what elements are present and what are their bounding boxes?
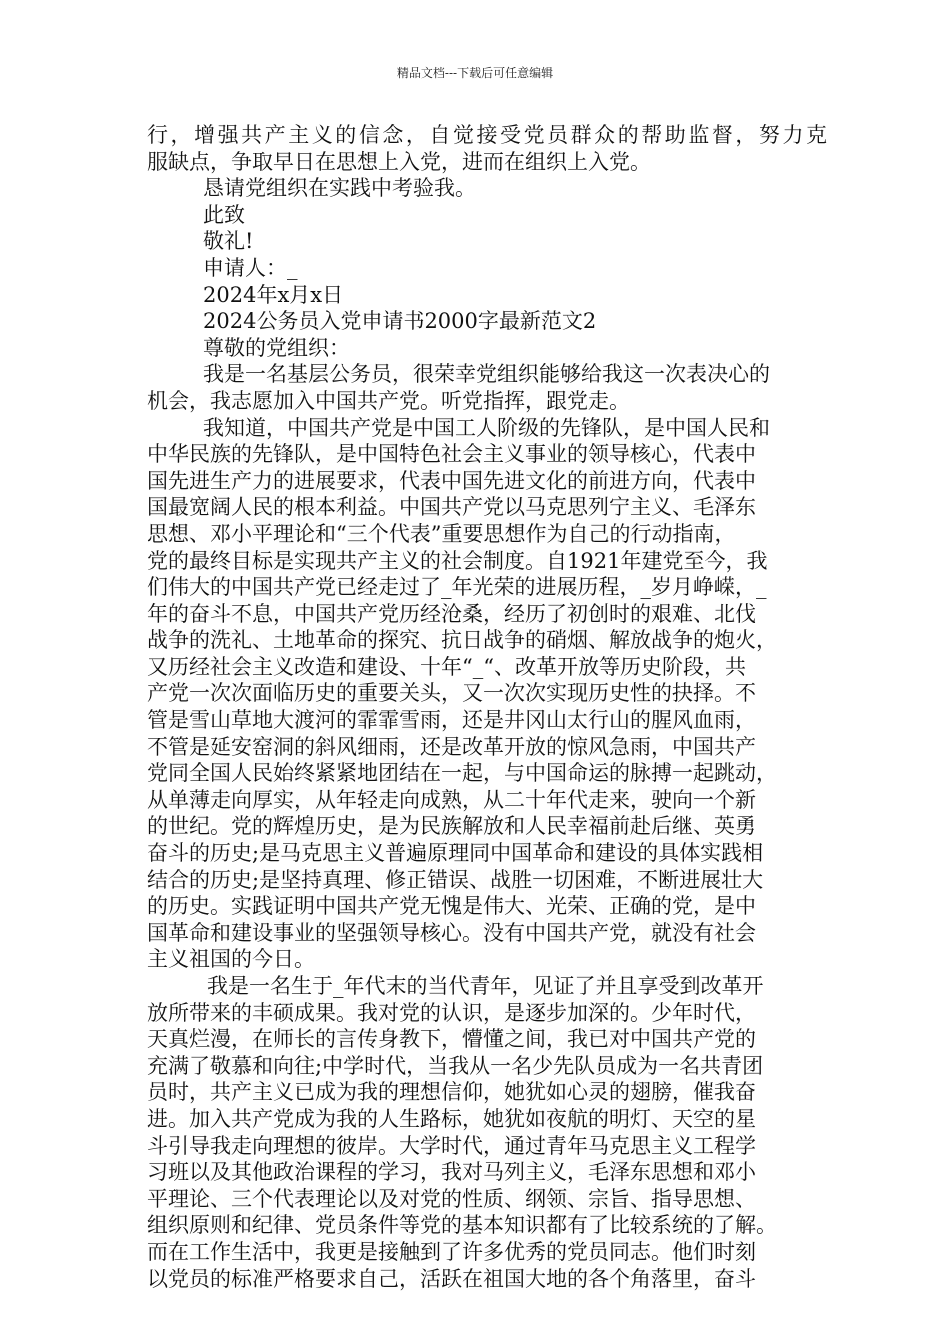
text-line: 斗引导我走向理想的彼岸。大学时代，通过青年马克思主义工程学 [147,1133,756,1158]
text-line: 战争的洗礼、土地革命的探究、抗日战争的硝烟、解放战争的炮火， [147,628,777,653]
text-line: 的历史。实践证明中国共产党无愧是伟大、光荣、正确的党，是中 [147,894,756,919]
text-line: 结合的历史;是坚持真理、修正错误、战胜一切困难，不断进展壮大 [147,867,764,892]
text-line: 年的奋斗不息，中国共产党历经沧桑，经历了初创时的艰难、北伐 [147,601,756,626]
text-line: 敬礼! [203,229,254,254]
text-line: 机会，我志愿加入中国共产党。听党指挥，跟党走。 [147,388,630,413]
text-line: 主义祖国的今日。 [147,947,315,972]
text-line: 天真烂漫，在师长的言传身教下，懵懂之间，我已对中国共产党的 [147,1027,756,1052]
text-line: 党同全国人民始终紧紧地团结在一起，与中国命运的脉搏一起跳动， [147,761,777,786]
text-line: 充满了敬慕和向往;中学时代，当我从一名少先队员成为一名共青团 [147,1053,764,1078]
text-line: 员时，共产主义已成为我的理想信仰，她犹如心灵的翅膀，催我奋 [147,1080,756,1105]
text-line: 的世纪。党的辉煌历史，是为民族解放和人民幸福前赴后继、英勇 [147,814,756,839]
text-line: 进。加入共产党成为我的人生路标，她犹如夜航的明灯、天空的星 [147,1106,756,1131]
paragraph-start-line: 我知道，中国共产党是中国工人阶级的先锋队，是中国人民和 [203,415,770,440]
page-header: 精品文档---下载后可任意编辑 [396,66,554,80]
text-line: 放所带来的丰硕成果。我对党的认识，是逐步加深的。少年时代， [147,1000,756,1025]
text-line: 国革命和建设事业的坚强领导核心。没有中国共产党，就没有社会 [147,920,756,945]
text-line: 从单薄走向厚实，从年轻走向成熟，从二十年代走来，驶向一个新 [147,787,756,812]
paragraph-start-line: 我是一名生于_年代末的当代青年，见证了并且享受到改革开 [207,974,764,998]
text-line: 以党员的标准严格要求自己，活跃在祖国大地的各个角落里，奋斗 [147,1266,756,1291]
text-line: 组织原则和纪律、党员条件等党的基本知识都有了比较系统的了解。 [147,1213,777,1238]
text-line: 奋斗的历史;是马克思主义普遍原理同中国革命和建设的具体实践相 [147,841,764,866]
text-line: 此致 [203,202,245,227]
text-line: 中华民族的先锋队，是中国特色社会主义事业的领导核心，代表中 [147,442,756,467]
text-line: 管是雪山草地大渡河的霏霏雪雨，还是井冈山太行山的腥风血雨， [147,708,756,733]
text-line: 服缺点，争取早日在思想上入党，进而在组织上入党。 [147,149,651,174]
paragraph-start-line: 我是一名基层公务员，很荣幸党组织能够给我这一次表决心的 [203,362,770,387]
text-line: 党的最终目标是实现共产主义的社会制度。自1921年建党至今，我 [147,548,768,573]
text-line: 们伟大的中国共产党已经走过了_年光荣的进展历程，_岁月峥嵘，_ [147,575,767,600]
text-line: 习班以及其他政治课程的学习，我对马列主义，毛泽东思想和邓小 [147,1160,756,1185]
text-line: 申请人：_ [203,255,298,280]
text-line: 思想、邓小平理论和“三个代表”重要思想作为自己的行动指南， [147,521,736,546]
text-line: 平理论、三个代表理论以及对党的性质、纲领、宗旨、指导思想、 [147,1186,756,1211]
text-line: 国最宽阔人民的根本利益。中国共产党以马克思列宁主义、毛泽东 [147,495,756,520]
text-line: 国先进生产力的进展要求，代表中国先进文化的前进方向，代表中 [147,468,756,493]
text-line: 恳请党组织在实践中考验我。 [203,176,476,201]
text-line: 又历经社会主义改造和建设、十年“_“、改革开放等历史阶段，共 [147,654,746,679]
text-line: 行，增强共产主义的信念，自觉接受党员群众的帮助监督，努力克 [147,123,827,147]
text-line: 2024公务员入党申请书2000字最新范文2 [203,309,597,334]
document-body [147,122,827,1292]
text-line: 产党一次次面临历史的重要关头，又一次次实现历史性的抉择。不 [147,681,756,706]
text-line: 尊敬的党组织： [203,335,350,360]
text-line: 而在工作生活中，我更是接触到了许多优秀的党员同志。他们时刻 [147,1239,756,1264]
text-line: 不管是延安窑洞的斜风细雨，还是改革开放的惊风急雨，中国共产 [147,734,756,759]
text-line: 2024年x月x日 [203,282,344,307]
